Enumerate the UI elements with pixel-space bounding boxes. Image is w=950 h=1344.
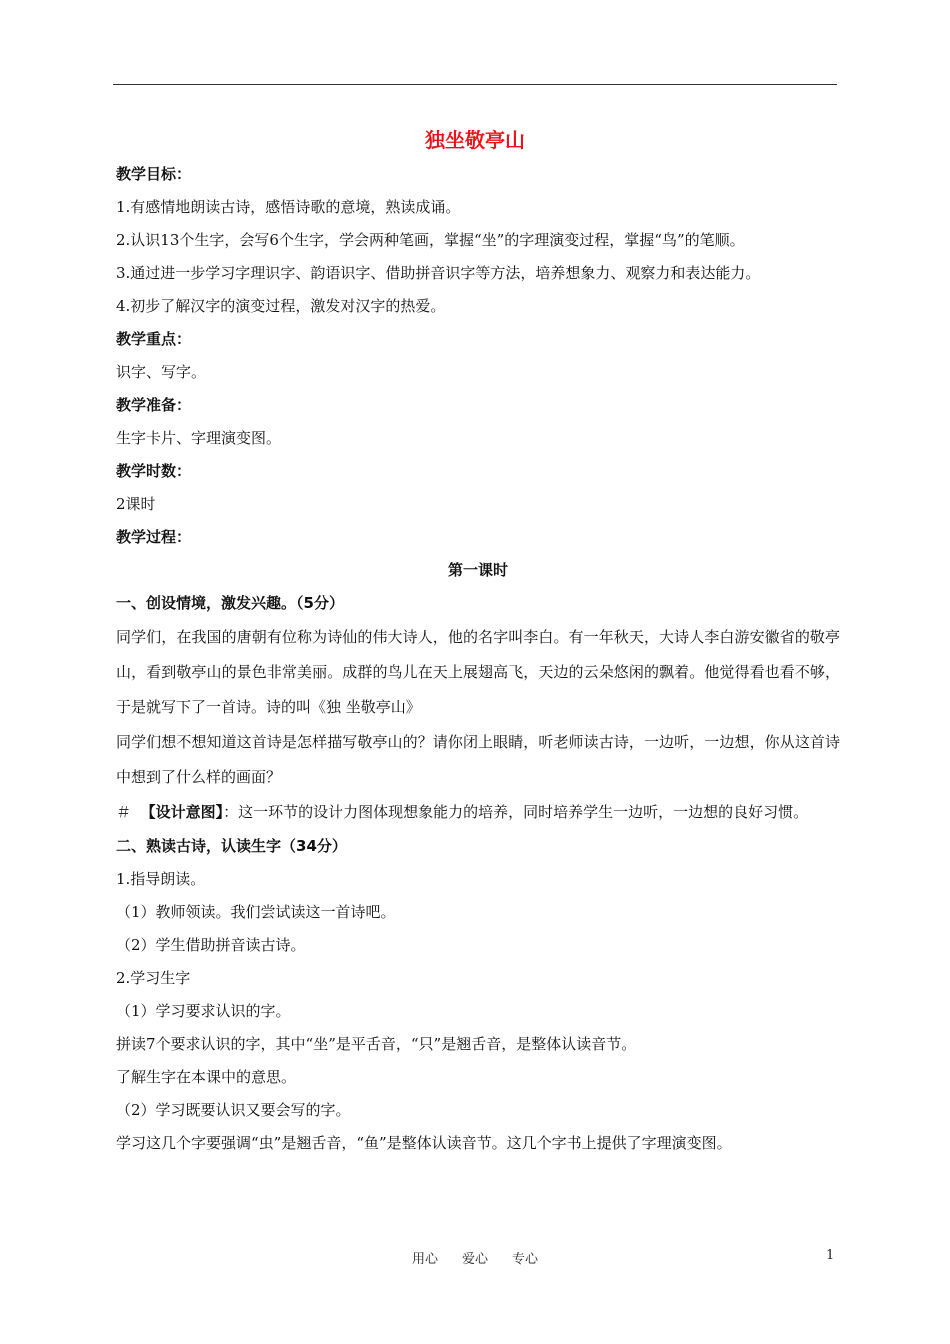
document-title: 独坐敬亭山 xyxy=(425,128,525,152)
prep-text: 生字卡片、字理演变图。 xyxy=(116,429,282,447)
goals-heading: 教学目标： xyxy=(116,165,192,183)
part2-line: 学习这几个字要强调“虫”是翘舌音，“鱼”是整体认读音节。这几个字书上提供了字理演变图。 xyxy=(116,1134,732,1152)
key-text: 识字、写字。 xyxy=(116,363,207,381)
note-label: 【设计意图】 xyxy=(140,803,224,821)
part2-heading: 二、熟读古诗，认读生字（34分） xyxy=(116,837,347,855)
part2-line: 1.指导朗读。 xyxy=(116,870,206,888)
footer-item: 专心 xyxy=(512,1252,539,1267)
part2-line: （1）学习要求认识的字。 xyxy=(116,1002,291,1020)
process-heading: 教学过程： xyxy=(116,528,192,546)
prep-heading: 教学准备： xyxy=(116,396,192,414)
part1-paragraph: 同学们，在我国的唐朝有位称为诗仙的伟大诗人，他的名字叫李白。有一年秋天，大诗人李白游安徽省的敬亭山，看到敬亭山的景色非常美丽。成群的鸟儿在天上展翅高飞，天边的云朵悠闲的飘着。他觉得看也看不够，于是就写下了一首诗。诗的叫《独 坐敬亭山》 xyxy=(116,628,840,716)
part2-line: 2.学习生字 xyxy=(116,969,191,987)
footer-item: 用心 xyxy=(411,1252,438,1267)
design-intent-note xyxy=(116,795,840,830)
document-body xyxy=(116,158,840,1160)
goal-item: 1.有感情地朗读古诗，感悟诗歌的意境，熟读成诵。 xyxy=(116,198,461,216)
footer-item: 爱心 xyxy=(461,1252,488,1267)
key-heading: 教学重点： xyxy=(116,330,192,348)
time-text: 2课时 xyxy=(116,495,156,513)
goal-item: 3.通过进一步学习字理识字、韵语识字、借助拼音识字等方法，培养想象力、观察力和表达能力。 xyxy=(116,264,761,282)
lesson-title: 第一课时 xyxy=(447,561,508,579)
header-rule xyxy=(113,84,837,85)
part1-heading: 一、创设情境，激发兴趣。（5分） xyxy=(116,594,344,612)
page-number: 1 xyxy=(826,1248,835,1263)
note-mark: ＃ xyxy=(116,803,132,821)
goal-item: 4.初步了解汉字的演变过程，激发对汉字的热爱。 xyxy=(116,297,446,315)
goal-item: 2.认识13个生字，会写6个生字，学会两种笔画，掌握“坐”的字理演变过程，掌握“鸟”的笔顺。 xyxy=(116,231,745,249)
part2-line: （2）学生借助拼音读古诗。 xyxy=(116,936,306,954)
time-heading: 教学时数： xyxy=(116,462,192,480)
note-text: ：这一环节的设计力图体现想象能力的培养，同时培养学生一边听，一边想的良好习惯。 xyxy=(223,803,809,821)
part2-line: 了解生字在本课中的意思。 xyxy=(116,1068,297,1086)
page-footer xyxy=(0,1248,950,1267)
part2-line: （1）教师领读。我们尝试读这一首诗吧。 xyxy=(116,903,396,921)
part2-line: （2）学习既要认识又要会写的字。 xyxy=(116,1101,351,1119)
part2-line: 拼读7个要求认识的字，其中“坐”是平舌音，“只”是翘舌音，是整体认读音节。 xyxy=(116,1035,637,1053)
part1-paragraph: 同学们想不想知道这首诗是怎样描写敬亭山的？请你闭上眼睛，听老师读古诗，一边听，一边想，你从这首诗中想到了什么样的画面？ xyxy=(116,733,840,786)
